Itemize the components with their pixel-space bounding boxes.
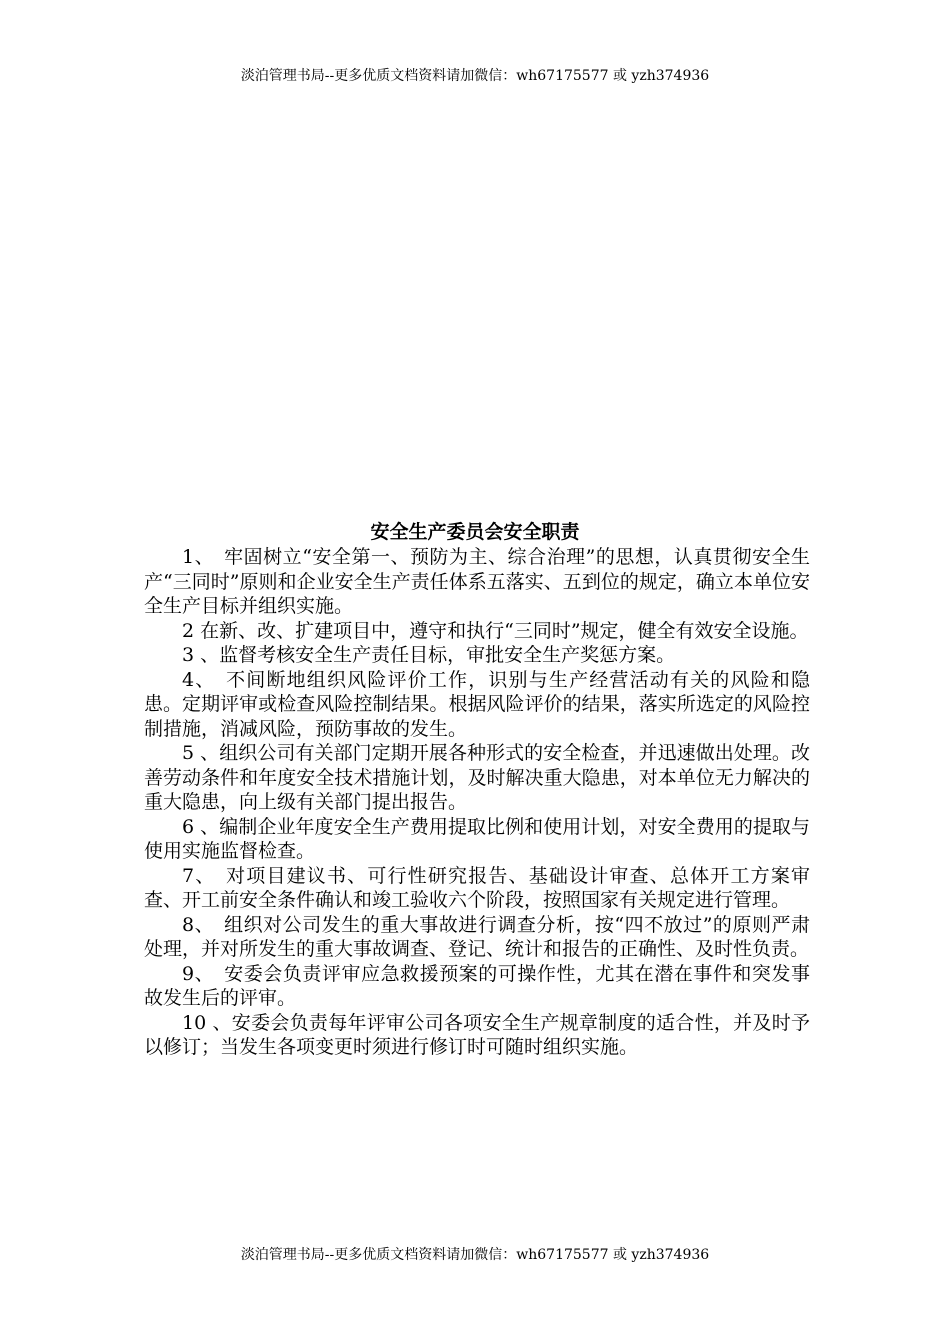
paragraph-9: 9、 安委会负责评审应急救援预案的可操作性，尤其在潜在事件和突发事故发生后的评审。	[144, 962, 810, 1009]
document-title: 安全生产委员会安全职责	[370, 521, 580, 543]
paragraph-7: 7、 对项目建议书、可行性研究报告、基础设计审查、总体开工方案审查、开工前安全条件确认和竣工验收六个阶段，按照国家有关规定进行管理。	[144, 864, 810, 911]
paragraph-8: 8、 组织对公司发生的重大事故进行调查分析，按“四不放过”的原则严肃处理，并对所发生的重大事故调查、登记、统计和报告的正确性、及时性负责。	[144, 913, 810, 960]
paragraph-1: 1、 牢固树立“安全第一、预防为主、综合治理”的思想，认真贯彻安全生产“三同时”原则和企业安全生产责任体系五落实、五到位的规定，确立本单位安全生产目标并组织实施。	[144, 546, 810, 617]
paragraph-2: 2 在新、改、扩建项目中，遵守和执行“三同时”规定，健全有效安全设施。	[182, 619, 809, 642]
page-footer-note: 淡泊管理书局--更多优质文档资料请加微信：wh67175577 或 yzh374936	[240, 1247, 710, 1263]
paragraph-3: 3 、监督考核安全生产责任目标，审批安全生产奖惩方案。	[182, 644, 676, 666]
paragraph-5: 5 、组织公司有关部门定期开展各种形式的安全检查，并迅速做出处理。改善劳动条件和年度安全技术措施计划，及时解决重大隐患，对本单位无力解决的重大隐患，向上级有关部门提出报告。	[144, 742, 810, 813]
paragraph-4: 4、 不间断地组织风险评价工作，识别与生产经营活动有关的风险和隐患。定期评审或检查风险控制结果。根据风险评价的结果，落实所选定的风险控制措施，消减风险，预防事故的发生。	[144, 668, 810, 740]
document-body	[144, 545, 810, 1060]
paragraph-10: 10 、安委会负责每年评审公司各项安全生产规章制度的适合性，并及时予以修订；当发生各项变更时须进行修订时可随时组织实施。	[144, 1011, 810, 1058]
page-header-note: 淡泊管理书局--更多优质文档资料请加微信：wh67175577 或 yzh374936	[240, 68, 710, 84]
paragraph-6: 6 、编制企业年度安全生产费用提取比例和使用计划，对安全费用的提取与使用实施监督检查。	[144, 815, 810, 862]
